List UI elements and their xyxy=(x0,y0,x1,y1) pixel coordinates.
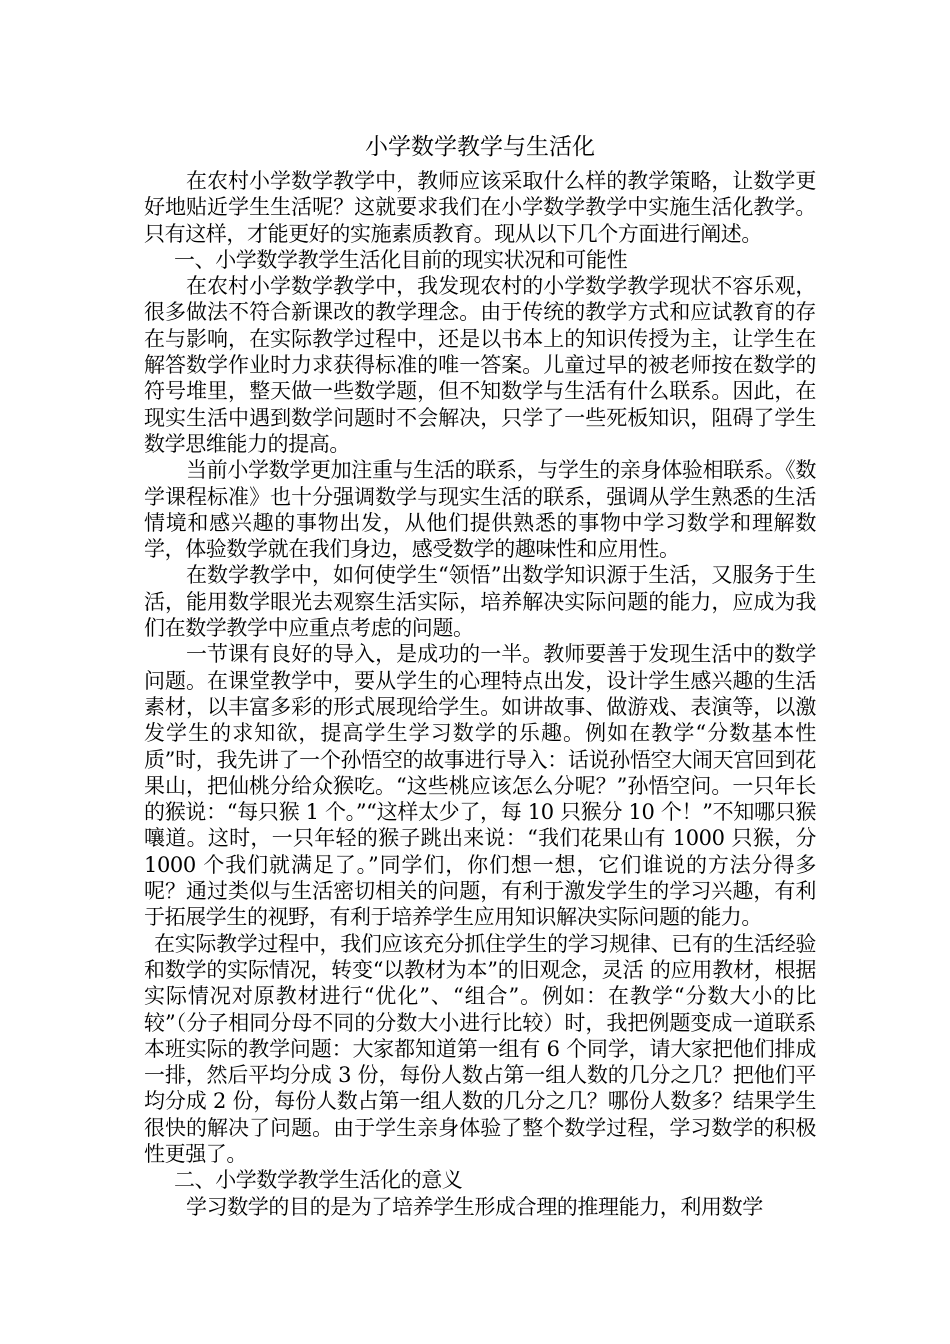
paragraph-intro: 在农村小学数学教学中，教师应该采取什么样的教学策略，让数学更好地贴近学生生活呢？这就要求我们在小学数学教学中实施生活化教学。只有这样，才能更好的实施素质教育。现从以下几个方面进行阐述。 xyxy=(144,169,816,246)
paragraph-current-status: 在农村小学数学教学中，我发现农村的小学数学教学现状不容乐观，很多做法不符合新课改的教学理念。由于传统的教学方式和应试教育的存在与影响，在实际教学过程中，还是以书本上的知识传授为主，让学生在解答数学作业时力求获得标准的唯一答案。儿童过早的被老师按在数学的符号堆里，整天做一些数学题，但不知数学与生活有什么联系。因此，在现实生活中遇到数学问题时不会解决，只学了一些死板知识，阻碍了学生数学思维能力的提高。 xyxy=(144,274,816,456)
paragraph-significance: 学习数学的目的是为了培养学生形成合理的推理能力，利用数学 xyxy=(186,1194,763,1219)
section-heading-1: 一、小学数学教学生活化目前的现实状况和可能性 xyxy=(174,247,628,272)
document-body xyxy=(144,132,816,1220)
paragraph-curriculum-standard: 当前小学数学更加注重与生活的联系，与学生的亲身体验相联系。《数学课程标准》也十分强调数学与现实生活的联系，强调从学生熟悉的生活情境和感兴趣的事物出发，从他们提供熟悉的事物中学习数学和理解数学，体验数学就在我们身边，感受数学的趣味性和应用性。 xyxy=(144,458,816,562)
section-heading-2: 二、小学数学教学生活化的意义 xyxy=(174,1168,463,1193)
document-title: 小学数学教学与生活化 xyxy=(365,134,595,160)
paragraph-lesson-intro: 一节课有良好的导入，是成功的一半。教师要善于发现生活中的数学问题。在课堂教学中，要从学生的心理特点出发，设计学生感兴趣的生活素材，以丰富多彩的形式展现给学生。如讲故事、做游戏、表演等，以激发学生的求知欲，提高学生学习数学的乐趣。例如在教学“分数基本性质”时，我先讲了一个孙悟空的故事进行导入：话说孙悟空大闹天宫回到花果山，把仙桃分给众猴吃。“这些桃应该怎么分呢？”孙悟空问。一只年长的猴说：“每只猴 1 个。”“这样太少了，每 10 只猴分 10 个！”不知哪只猴嚷道。这时，一只年轻的猴子跳出来说：“我们花果山有 1000 只猴，分 1000 个我们就满足了。”同学们，你们想一想，它们谁说的方法分得多呢？通过类似与生活密切相关的问题，有利于激发学生的学习兴趣，有利于拓展学生的视野，有利于培养学生应用知识解决实际问题的能力。 xyxy=(144,642,816,930)
paragraph-understanding: 在数学教学中，如何使学生“领悟”出数学知识源于生活，又服务于生活，能用数学眼光去观察生活实际，培养解决实际问题的能力，应成为我们在数学教学中应重点考虑的问题。 xyxy=(144,563,816,641)
paragraph-teaching-practice: 在实际教学过程中，我们应该充分抓住学生的学习规律、已有的生活经验和数学的实际情况，转变“以教材为本”的旧观念，灵活 的应用教材，根据实际情况对原教材进行“优化”、“组合”。例如：在教学“分数大小的比较”（分子相同分母不同的分数大小进行比较）时，我把例题变成一道联系本班实际的教学问题：大家都知道第一组有 6 个同学，请大家把他们排成一排，然后平均分成 3 份，每份人数占第一组人数的几分之几？把他们平均分成 2 份，每份人数占第一组人数的几分之几？哪份人数多？结果学生很快的解决了问题。由于学生亲身体验了整个数学过程，学习数学的积极性更强了。 xyxy=(144,931,816,1166)
